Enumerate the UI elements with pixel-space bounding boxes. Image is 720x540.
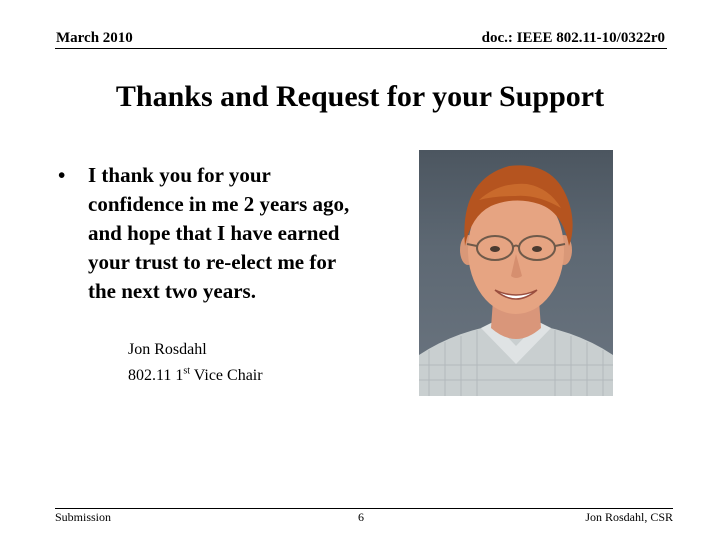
bullet-text: I thank you for your confidence in me 2 years ago, and hope that I have earned your trust to re-elect me for the next two years. <box>88 163 350 303</box>
header-doc-id: doc.: IEEE 802.11-10/0322r0 <box>481 30 665 46</box>
footer-page-number: 6 <box>358 510 364 524</box>
header-rule <box>55 48 667 49</box>
header-date: March 2010 <box>56 30 133 46</box>
signature-role-suffix: Vice Chair <box>190 367 263 384</box>
signature-role-superscript: st <box>183 365 191 377</box>
signature-name: Jon Rosdahl <box>128 341 207 358</box>
footer-rule <box>55 508 673 509</box>
bullet-marker: • <box>58 163 66 187</box>
slide-title: Thanks and Request for your Support <box>115 80 605 113</box>
portrait-photo <box>419 150 613 396</box>
footer-author: Jon Rosdahl, CSR <box>585 510 673 524</box>
signature-block <box>128 337 263 389</box>
portrait-illustration <box>419 150 613 396</box>
signature-role-prefix: 802.11 1 <box>128 367 184 384</box>
bullet-item <box>58 161 358 306</box>
signature-role <box>128 363 263 389</box>
footer-submission: Submission <box>55 510 112 524</box>
